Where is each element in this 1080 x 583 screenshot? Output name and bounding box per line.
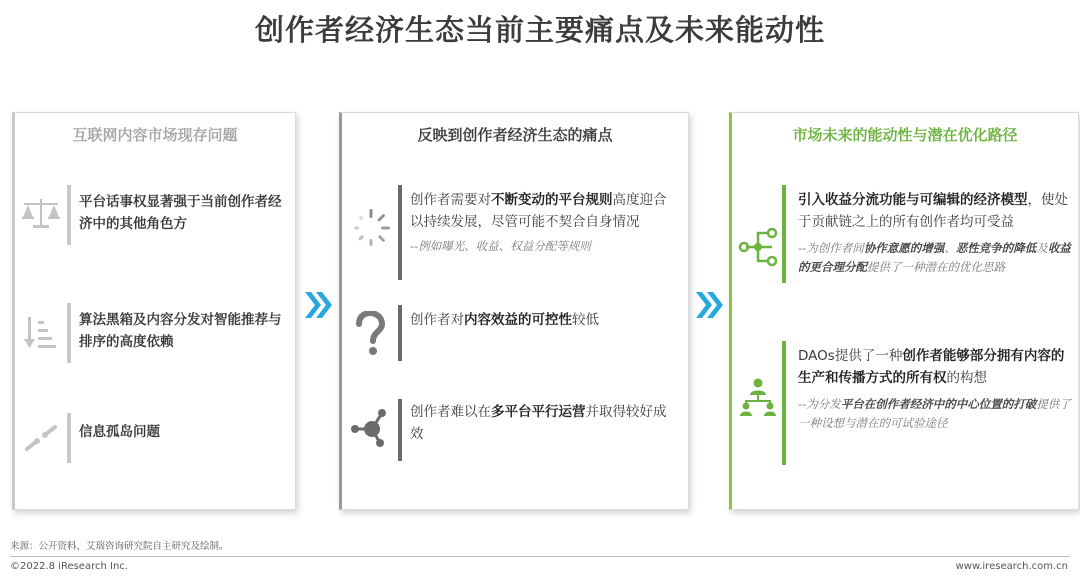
item-note: --例如曝光、收益、权益分配等规则: [410, 239, 591, 253]
item-text: 引入收益分流功能与可编辑的经济模型，使处于贡献链之上的所有创作者均可受益: [798, 192, 1068, 230]
accent-bar: [398, 305, 402, 361]
list-item: [342, 399, 688, 461]
list-item: [342, 305, 688, 361]
accent-bar: [782, 341, 786, 465]
sort-descending-icon: [23, 315, 59, 355]
item-text: 信息孤岛问题: [79, 424, 160, 440]
accent-bar: [398, 185, 402, 280]
accent-bar: [398, 399, 402, 461]
website-link[interactable]: www.iresearch.com.cn: [955, 561, 1068, 572]
item-text: 创作者需要对不断变动的平台规则高度迎合以持续发展，尽管可能不契合自身情况: [410, 192, 667, 230]
column-heading: 市场未来的能动性与潜在优化路径: [792, 126, 1018, 144]
copyright: ©2022.8 iResearch Inc.: [10, 561, 128, 572]
list-item: [732, 341, 1078, 465]
item-text: 算法黑箱及内容分发对智能推荐与排序的高度依赖: [79, 312, 282, 350]
footer-divider: [10, 556, 1070, 557]
accent-bar: [67, 303, 71, 363]
list-item: [15, 413, 295, 465]
accent-bar: [67, 185, 71, 245]
loading-spinner-icon: [350, 207, 392, 253]
list-item: [15, 185, 295, 245]
column-pain-points: [339, 112, 689, 510]
list-item: [15, 303, 295, 363]
chevron-right-icon: [303, 290, 335, 324]
balance-scale-icon: [21, 197, 61, 233]
item-text: 创作者难以在多平台平行运营并取得较好成效: [410, 404, 667, 442]
item-text: 创作者对内容效益的可控性较低: [410, 312, 599, 328]
branch-flow-icon: [738, 227, 778, 271]
network-node-icon: [350, 407, 390, 453]
column-current-problems: [12, 112, 296, 510]
accent-bar: [782, 185, 786, 283]
column-future-paths: [729, 112, 1079, 510]
isolated-link-icon: [23, 423, 59, 457]
source-note: 来源：公开资料，艾瑞咨询研究院自主研究及绘制。: [10, 541, 229, 552]
item-note: --为创作者间协作意愿的增强、恶性竞争的降低及收益的更合理分配提供了一种潜在的优化思路: [798, 241, 1071, 274]
column-heading: 互联网内容市场现存问题: [72, 126, 238, 144]
page-title: 创作者经济生态当前主要痛点及未来能动性: [254, 13, 825, 47]
item-note: --为分发平台在创作者经济中的中心位置的打破提供了一种设想与潜在的可试验途径: [798, 397, 1071, 430]
list-item: [732, 185, 1078, 283]
chevron-right-icon: [694, 290, 726, 324]
list-item: [342, 185, 688, 280]
question-mark-icon: [354, 311, 386, 361]
item-text: 平台话事权显著强于当前创作者经济中的其他角色方: [79, 194, 282, 232]
column-heading: 反映到创作者经济生态的痛点: [417, 126, 613, 144]
organization-people-icon: [738, 377, 778, 421]
accent-bar: [67, 413, 71, 463]
item-text: DAOs提供了一种创作者能够部分拥有内容的生产和传播方式的所有权的构想: [798, 348, 1065, 386]
